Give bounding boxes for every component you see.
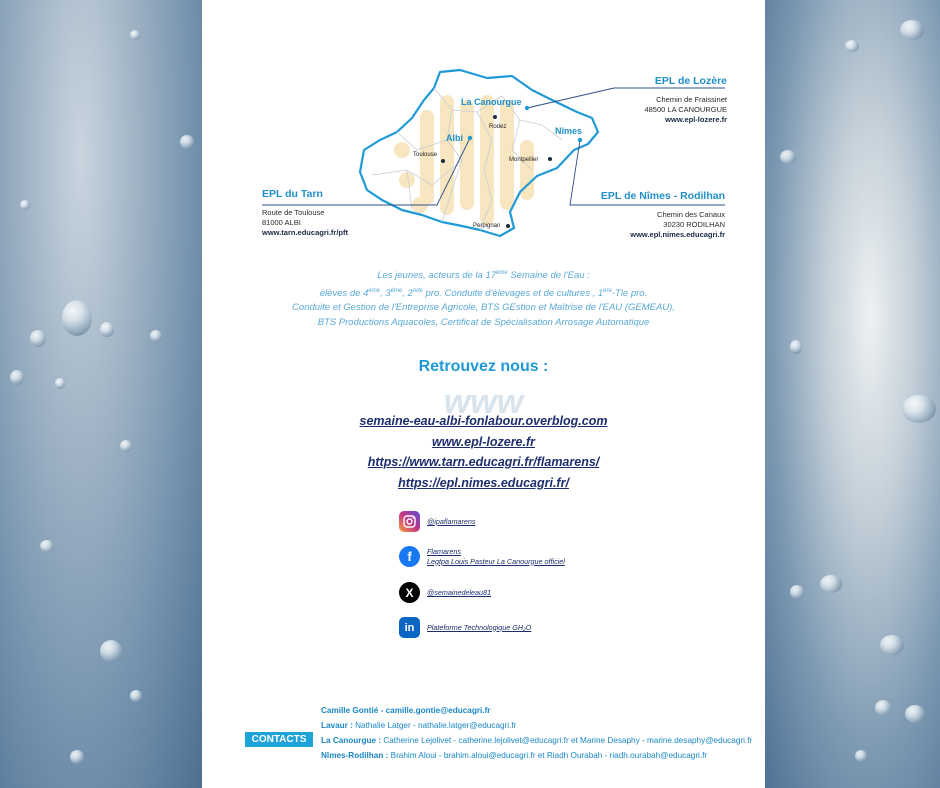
water-drop [902,395,936,423]
intro-text [202,266,765,330]
city-rodez: Rodez [489,124,507,130]
water-drop [780,150,796,164]
contact-line: Camille Gontié - camille.gontie@educagri.fr [321,706,491,715]
water-drop [120,440,132,452]
link-tarn[interactable]: https://www.tarn.educagri.fr/flamarens/ [367,455,600,469]
link-overblog[interactable]: semaine-eau-albi-fonlabour.overblog.com [359,414,608,428]
water-drop [100,322,114,337]
epl-lozere-title: EPL de Lozère [654,75,727,87]
www-watermark: www [443,383,524,421]
facebook-handle-1[interactable]: Flamarens [427,546,461,556]
epl-nimes-address2: 30230 RODILHAN [663,220,725,229]
intro-line-2: élèves de 4ème, 3ème, 2nde pro. Conduite d'élevages et de cultures , 1ère-Tle pro. [319,287,648,299]
facebook-icon: f [399,546,420,567]
background-right-water [765,0,940,788]
water-drop [790,340,802,354]
city-toulouse: Toulouse [413,152,438,158]
water-drop [855,750,867,762]
intro-line-4: BTS Productions Aquacoles, Certificat de Spécialisation Arrosage Automatique [317,316,650,328]
water-drop [905,705,925,723]
social-facebook[interactable] [399,546,565,567]
water-drop [790,585,804,599]
contact-line: Lavaur : Nathalie Latger - nathalie.latger@educagri.fr [321,721,517,730]
contact-line: La Canourgue : Catherine Lejolivet - catherine.lejolivet@educagri.fr et Marine Desaphy - marine.desaphy@educagri.fr [321,736,753,745]
city-la-canourgue: La Canourgue [461,97,522,107]
water-drop [20,200,30,210]
city-perpignan: Perpignan [473,223,501,229]
epl-tarn-address1: Route de Toulouse [262,208,325,217]
x-handle[interactable]: @semainedeleau81 [427,587,492,597]
water-drop [100,640,122,662]
water-drop [900,20,924,40]
intro-line-3: Conduite et Gestion de l'Entreprise Agricole, BTS GEstion et Maîtrise de l'EAU (GEMEAU), [292,302,675,314]
main-panel [202,0,765,788]
instagram-icon [399,511,420,532]
contacts-badge: CONTACTS [245,732,313,747]
facebook-handle-2[interactable]: Legtpa Louis Pasteur La Canourgue officiel [427,556,565,566]
epl-tarn-address2: 81000 ALBI [262,218,301,227]
linkedin-handle[interactable]: Plateforme Technologique GH₂O [427,622,532,632]
water-drop [30,330,46,347]
water-drop [130,690,142,702]
city-nimes: Nîmes [555,126,583,136]
facebook-texts [427,547,565,567]
x-icon: X [399,582,420,603]
epl-tarn-web[interactable]: www.tarn.educagri.fr/pft [262,228,348,237]
water-drop [820,575,842,593]
water-drop [180,135,194,149]
intro-line-1: Les jeunes, acteurs de la 17ème Semaine de l'Eau : [377,270,590,282]
instagram-handle[interactable]: @ipaflamarens [427,516,476,526]
water-drop [875,700,891,716]
water-drop [150,330,162,342]
link-nimes[interactable]: https://epl.nimes.educagri.fr/ [398,475,569,490]
background-left-water [0,0,202,788]
epl-nimes-web[interactable]: www.epl.nimes.educagri.fr [630,230,725,239]
water-drop [40,540,54,552]
social-x[interactable] [399,582,491,603]
city-montpellier: Montpellier [509,157,539,163]
retrouvez-heading: Retrouvez nous : [418,358,549,375]
social-linkedin[interactable] [399,617,531,638]
social-instagram[interactable] [399,511,475,532]
epl-tarn-title: EPL du Tarn [262,188,323,200]
water-drop [130,30,140,40]
epl-nimes-title: EPL de Nîmes - Rodilhan [600,190,725,202]
epl-lozere-address1: Chemin de Fraissinet [656,95,727,104]
linkedin-icon: in [399,617,420,638]
contact-line: Nîmes-Rodilhan : Brahim Aloui - brahim.aloui@educagri.fr et Riadh Ourabah - riadh.ourabah@educagri.fr [321,751,708,760]
water-drop [62,300,92,336]
water-drop [70,750,84,764]
website-links [202,411,765,493]
water-drop [55,378,65,389]
link-epl-lozere[interactable]: www.epl-lozere.fr [431,434,536,449]
epl-nimes-address1: Chemin des Canaux [657,210,725,219]
water-drop [880,635,904,655]
city-albi: Albi [446,133,463,143]
water-drop [845,40,859,52]
epl-lozere-address2: 48500 LA CANOURGUE [644,105,727,114]
epl-lozere-web[interactable]: www.epl-lozere.fr [665,115,727,124]
water-drop [10,370,24,385]
